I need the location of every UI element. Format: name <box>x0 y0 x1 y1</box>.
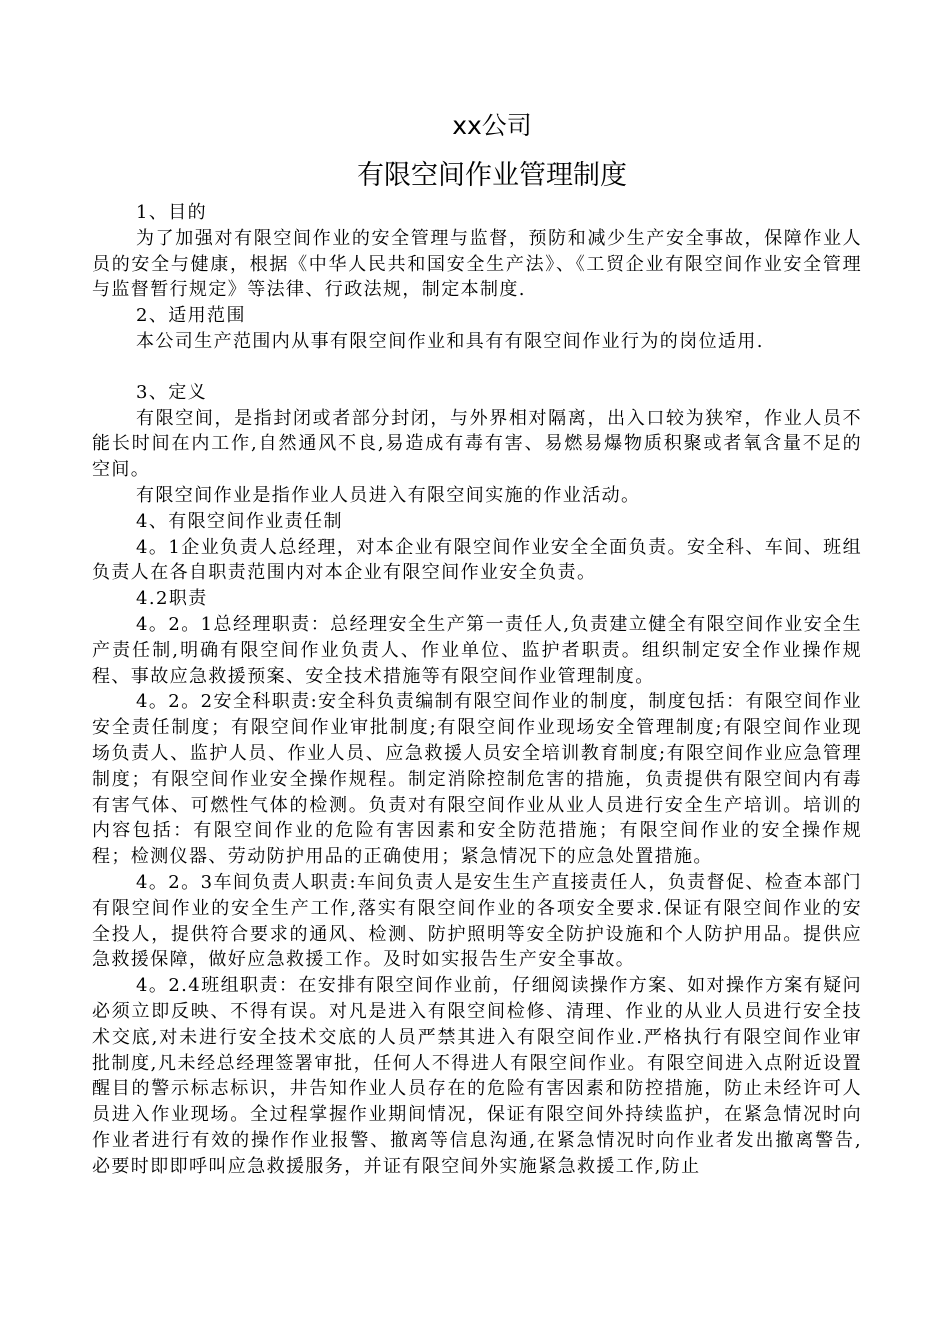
paragraph-definition-space: 有限空间，是指封闭或者部分封闭，与外界相对隔离，出入口较为狭窄，作业人员不能长时间在内工作,自然通风不良,易造成有毒有害、易燃易爆物质积聚或者氧含量不足的空间。 <box>92 407 862 481</box>
section-heading-responsibility: 4、有限空间作业责任制 <box>136 510 343 532</box>
document-title: 有限空间作业管理制度 <box>357 160 627 191</box>
paragraph-4-1: 4。1企业负责人总经理，对本企业有限空间作业安全全面负责。安全科、车间、班组负责人在各自职责范围内对本企业有限空间作业安全负责。 <box>92 536 862 584</box>
paragraph-4-2-4: 4。2.4班组职责：在安排有限空间作业前，仔细阅读操作方案、如对操作方案有疑问必须立即反映、不得有误。对凡是进入有限空间检修、清理、作业的从业人员进行安全技术交底,对未进行安全技术交底的人员严禁其进入有限空间作业.严格执行有限空间作业审批制度,凡未经总经理签署审批，任何人不得进人有限空间作业。有限空间进入点附近设置醒目的警示标志标识，井告知作业人员存在的危险有害因素和防控措施，防止未经许可人员进入作业现场。全过程掌握作业期间情况，保证有限空间外持续监护，在紧急情况时向作业者进行有效的操作作业报警、撤离等信息沟通,在紧急情况时向作业者发出撤离警告,必要时即即呼叫应急救援服务，并证有限空间外实施紧急救援工作,防止 <box>92 975 862 1177</box>
paragraph-4-2-3: 4。2。3车间负责人职责:车间负责人是安生生产直接责任人，负责督促、检查本部门有限空间作业的安全生产工作,落实有限空间作业的各项安全要求.保证有限空间作业的安全投人，提供符合要求的通风、检测、防护照明等安全防护设施和个人防护用品。提供应急救援保障，做好应急救援工作。及时如实报告生产安全事故。 <box>92 871 862 971</box>
section-heading-scope: 2、适用范围 <box>136 305 246 327</box>
subheading-4-2: 4.2职责 <box>136 588 208 610</box>
document-body <box>92 200 862 1179</box>
paragraph-purpose: 为了加强对有限空间作业的安全管理与监督，预防和减少生产安全事故，保障作业人员的安全与健康，根据《中华人民共和国安全生产法》、《工贸企业有限空间作业安全管理与监督暂行规定》等法律、行政法规，制定本制度. <box>92 227 862 301</box>
paragraph-scope: 本公司生产范围内从事有限空间作业和具有有限空间作业行为的岗位适用. <box>136 330 764 352</box>
section-heading-definition: 3、定义 <box>136 381 208 403</box>
paragraph-definition-work: 有限空间作业是指作业人员进入有限空间实施的作业活动。 <box>136 484 641 506</box>
document-page <box>92 108 862 1179</box>
paragraph-4-2-2: 4。2。2安全科职责:安全科负责编制有限空间作业的制度，制度包括：有限空间作业安全责任制度；有限空间作业审批制度;有限空间作业现场安全管理制度;有限空间作业现场负责人、监护人员、作业人员、应急救援人员安全培训教育制度;有限空间作业应急管理制度；有限空间作业安全操作规程。制定消除控制危害的措施，负责提供有限空间内有毒有害气体、可燃性气体的检测。负责对有限空间作业从业人员进行安全生产培训。培训的内容包括：有限空间作业的危险有害因素和安全防范措施；有限空间作业的安全操作规程；检测仪器、劳动防护用品的正确使用；紧急情况下的应急处置措施。 <box>92 691 862 868</box>
section-heading-purpose: 1、目的 <box>136 202 208 223</box>
company-name: xx公司 <box>452 111 532 140</box>
paragraph-4-2-1: 4。2。1总经理职责：总经理安全生产第一责任人,负责建立健全有限空间作业安全生产责任制,明确有限空间作业负责人、作业单位、监护者职责。组织制定安全作业操作规程、事故应急救援预案、安全技术措施等有限空间作业管理制度。 <box>92 613 862 687</box>
